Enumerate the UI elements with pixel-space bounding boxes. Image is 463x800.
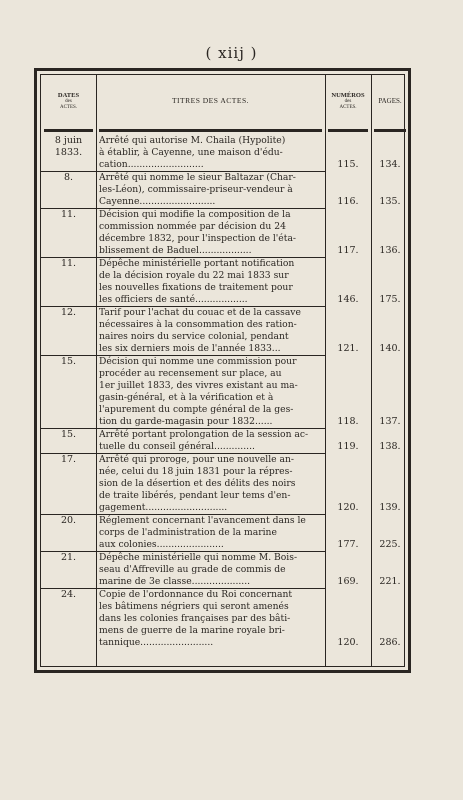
- entry-title-line: décembre 1832, pour l'inspection de l'éta-: [99, 233, 297, 244]
- header-numbers-line: ACTES.: [339, 104, 357, 110]
- table-row: [41, 429, 404, 453]
- header-numbers-line: des: [344, 98, 352, 104]
- entry-title-line: les nouvelles fixations de traitement pour: [99, 282, 293, 293]
- entry-date-line: 24.: [60, 589, 77, 600]
- entry-title-line: sion de la désertion et des délits des noirs: [99, 478, 296, 489]
- entry-page: 137.: [379, 416, 401, 427]
- entry-title: [99, 429, 322, 453]
- entry-number: 120.: [337, 637, 359, 648]
- header-dates: [41, 75, 96, 127]
- table-row: [41, 258, 404, 306]
- index-table-inner: [40, 74, 405, 667]
- entry-page: 221.: [379, 576, 401, 587]
- table-row: [41, 454, 404, 514]
- entry-title-line: les-Léon), commissaire-priseur-vendeur à: [99, 184, 293, 195]
- entry-title-line: tuelle du conseil général..............: [99, 441, 255, 452]
- page-number: ( xiij ): [205, 44, 258, 62]
- entry-page: 136.: [379, 245, 401, 256]
- entry-title-line: dans les colonies françaises par des bâti-: [99, 613, 291, 624]
- entry-number: 146.: [337, 294, 359, 305]
- entry-title-line: l'apurement du compte général de la ges-: [99, 404, 294, 415]
- table-header: [41, 75, 404, 127]
- entry-title: [99, 356, 322, 428]
- entry-title-line: aux colonies.......................: [99, 539, 224, 550]
- entry-title-line: Réglement concernant l'avancement dans le: [99, 515, 306, 526]
- entry-title-line: les six derniers mois de l'année 1833...: [99, 343, 281, 354]
- entry-title-line: Dépêche ministérielle qui nomme M. Bois-: [99, 552, 298, 563]
- entry-title-line: tannique.........................: [99, 637, 214, 648]
- entry-number: 169.: [337, 576, 359, 587]
- header-rule: [328, 129, 368, 132]
- entry-title-line: commission nommée par décision du 24: [99, 221, 286, 232]
- entry-title-line: nécessaires à la consommation des ration-: [99, 319, 297, 330]
- table-row: [41, 589, 404, 649]
- entry-date-line: 20.: [60, 515, 77, 526]
- entry-number: 120.: [337, 502, 359, 513]
- entry-date-line: 8.: [63, 172, 74, 183]
- header-rule: [374, 129, 406, 132]
- header-rule: [99, 129, 322, 132]
- entry-date: [43, 552, 94, 564]
- entry-number: 121.: [337, 343, 359, 354]
- entry-date-line: 17.: [60, 454, 77, 465]
- table-row: [41, 307, 404, 355]
- entry-date-line: 21.: [60, 552, 77, 563]
- entry-date-line: 11.: [60, 209, 77, 220]
- entry-title: [99, 515, 322, 551]
- entry-date: [43, 135, 94, 158]
- entry-date: [43, 172, 94, 184]
- entry-title: [99, 209, 322, 257]
- entry-title-line: de traite libérés, pendant leur tems d'en-: [99, 490, 291, 501]
- entry-title-line: Arrêté qui nomme le sieur Baltazar (Char-: [99, 172, 296, 183]
- header-numbers-line: NUMÉROS: [331, 91, 365, 99]
- entry-title-line: tion du garde-magasin pour 1832......: [99, 416, 273, 427]
- entry-title-line: Dépêche ministérielle portant notification: [99, 258, 295, 269]
- entry-date: [43, 356, 94, 368]
- entry-title-line: procéder au recensement sur place, au: [99, 368, 282, 379]
- entry-page: 135.: [379, 196, 401, 207]
- header-numbers: [325, 75, 371, 127]
- table-row: [41, 515, 404, 551]
- entry-title-line: corps de l'administration de la marine: [99, 527, 277, 538]
- entry-title-line: Arrêté qui proroge, pour une nouvelle an-: [99, 454, 295, 465]
- entry-title-line: Arrêté portant prolongation de la session ac-: [99, 429, 309, 440]
- header-rule: [44, 129, 93, 132]
- table-row: [41, 209, 404, 257]
- entry-number: 116.: [337, 196, 359, 207]
- entry-title-line: à établir, à Cayenne, une maison d'édu-: [99, 147, 283, 158]
- entry-date: [43, 589, 94, 601]
- entry-title-line: mens de guerre de la marine royale bri-: [99, 625, 285, 636]
- entry-number: 119.: [337, 441, 359, 452]
- entry-title-line: 1er juillet 1833, des vivres existant au ma-: [99, 380, 298, 391]
- table-row: [41, 356, 404, 428]
- header-titles: TITRES DES ACTES.: [171, 95, 250, 105]
- entry-date-line: 12.: [60, 307, 77, 318]
- entry-title: [99, 258, 322, 306]
- entry-title-line: Cayenne..........................: [99, 196, 216, 207]
- entry-title-line: Tarif pour l'achat du couac et de la cassave: [99, 307, 301, 318]
- entry-date: [43, 429, 94, 441]
- entry-title-line: seau d'Affreville au grade de commis de: [99, 564, 286, 575]
- entry-page: 134.: [379, 159, 401, 170]
- header-dates-line: DATES: [57, 91, 80, 99]
- entry-date: [43, 307, 94, 319]
- entry-date: [43, 209, 94, 221]
- entry-page: 139.: [379, 502, 401, 513]
- entry-title-line: gasin-général, et à la vérification et à: [99, 392, 274, 403]
- entry-title-line: Arrêté qui autorise M. Chaila (Hypolite): [99, 135, 286, 146]
- entry-title-line: née, celui du 18 juin 1831 pour la répres-: [99, 466, 293, 477]
- entry-title-line: Décision qui nomme une commission pour: [99, 356, 297, 367]
- entry-title: [99, 307, 322, 355]
- entry-number: 117.: [337, 245, 359, 256]
- entry-title: [99, 135, 322, 171]
- table-row: [41, 552, 404, 588]
- entry-page: 286.: [379, 637, 401, 648]
- entry-page: 225.: [379, 539, 401, 550]
- entry-number: 115.: [337, 159, 359, 170]
- entry-title: [99, 172, 322, 208]
- entry-number: 118.: [337, 416, 359, 427]
- entry-date: [43, 258, 94, 270]
- entry-title: [99, 589, 322, 649]
- entry-title: [99, 552, 322, 588]
- header-pages: PAGES.: [378, 96, 402, 105]
- header-dates-line: des: [65, 98, 72, 104]
- entry-title-line: de la décision royale du 22 mai 1833 sur: [99, 270, 289, 281]
- entry-title-line: naires noirs du service colonial, pendant: [99, 331, 289, 342]
- entry-title-line: blissement de Baduel..................: [99, 245, 252, 256]
- entry-page: 175.: [379, 294, 401, 305]
- entry-date-line: 1833.: [54, 146, 83, 158]
- entry-number: 177.: [337, 539, 359, 550]
- entry-title-line: Copie de l'ordonnance du Roi concernant: [99, 589, 293, 600]
- entry-page: 140.: [379, 343, 401, 354]
- entry-date: [43, 515, 94, 527]
- entry-date-line: 15.: [60, 429, 77, 440]
- entry-title-line: les bâtimens négriers qui seront amenés: [99, 601, 289, 612]
- table-row: [41, 172, 404, 208]
- entry-date-line: 8 juin: [54, 135, 83, 146]
- entry-title-line: cation..........................: [99, 159, 204, 170]
- entry-date-line: 15.: [60, 356, 77, 367]
- table-row: [41, 135, 404, 171]
- entry-title-line: gagement............................: [99, 502, 228, 513]
- entry-title: [99, 454, 322, 514]
- header-dates-line: ACTES.: [59, 104, 78, 110]
- entry-title-line: les officiers de santé..................: [99, 294, 248, 305]
- entry-page: 138.: [379, 441, 401, 452]
- index-table: [34, 68, 411, 673]
- entry-title-line: marine de 3e classe....................: [99, 576, 251, 587]
- entry-title-line: Décision qui modifie la composition de la: [99, 209, 291, 220]
- entry-date-line: 11.: [60, 258, 77, 269]
- entry-date: [43, 454, 94, 466]
